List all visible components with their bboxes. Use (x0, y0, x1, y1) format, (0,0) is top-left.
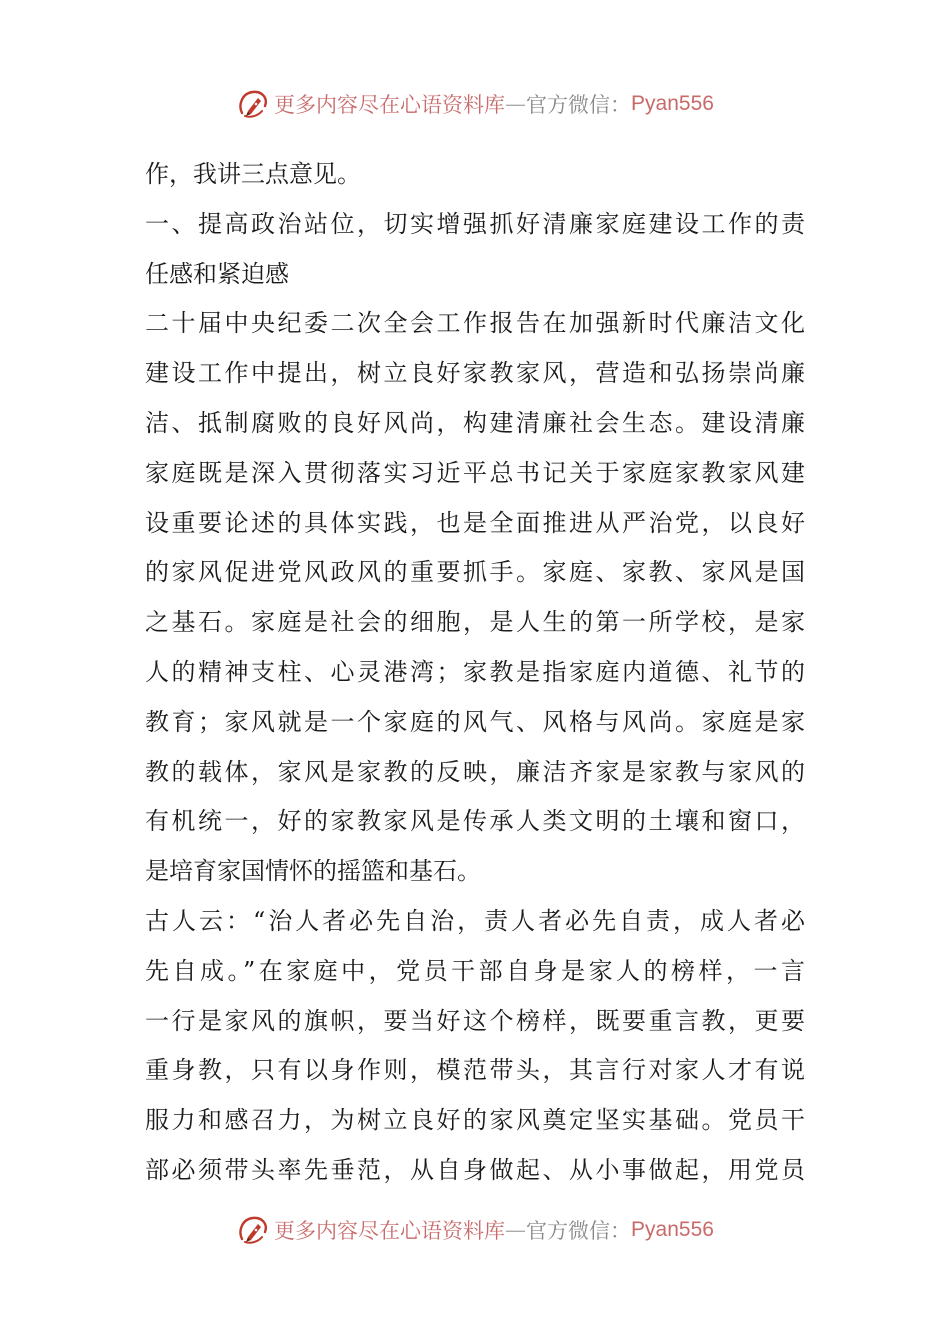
text-line: 作，我讲三点意见。 (145, 160, 361, 188)
header-wechat-id: Pyan556 (631, 92, 714, 115)
text-line: 设重要论述的具体实践，也是全面推进从严治党，以良好 (145, 508, 805, 537)
text-line: 的家风促进党风政风的重要抓手。家庭、家教、家风是国 (145, 558, 805, 587)
text-line: 重身教，只有以身作则，模范带头，其言行对家人才有说 (145, 1056, 805, 1085)
body-text (145, 150, 805, 1196)
text-line: 一、提高政治站位，切实增强抓好清廉家庭建设工作的责 (145, 209, 805, 238)
text-line: 服力和感召力，为树立良好的家风奠定坚实基础。党员干 (145, 1106, 805, 1135)
pen-nib-swirl-icon (236, 87, 270, 121)
text-line: 是培育家国情怀的摇篮和基石。 (145, 857, 481, 886)
text-line: 建设工作中提出，树立良好家教家风，营造和弘扬崇尚廉 (145, 359, 805, 388)
text-line: 人的精神支柱、心灵港湾；家教是指家庭内道德、礼节的 (145, 657, 805, 686)
footer-wechat-id: Pyan556 (631, 1218, 714, 1241)
footer-watermark-banner (0, 1208, 950, 1252)
text-line: 之基石。家庭是社会的细胞，是人生的第一所学校，是家 (145, 608, 805, 637)
text-line: 家庭既是深入贯彻落实习近平总书记关于家庭家教家风建 (145, 458, 805, 487)
text-line: 洁、抵制腐败的良好风尚，构建清廉社会生态。建设清廉 (145, 408, 805, 437)
pen-nib-swirl-icon (236, 1213, 270, 1247)
text-line: 二十届中央纪委二次全会工作报告在加强新时代廉洁文化 (145, 309, 805, 338)
footer-site-name: 更多内容尽在心语资料库 (274, 1219, 506, 1243)
text-line: 部必须带头率先垂范，从自身做起、从小事做起，用党员 (145, 1155, 805, 1184)
text-line: 教育；家风就是一个家庭的风气、风格与风尚。家庭是家 (145, 707, 805, 736)
footer-official-label: 官方微信： (526, 1219, 632, 1243)
header-watermark-banner (0, 82, 950, 126)
text-line: 一行是家风的旗帜，要当好这个榜样，既要重言教，更要 (145, 1006, 805, 1035)
header-official-label: 官方微信： (526, 93, 632, 117)
footer-dash: — (505, 1218, 527, 1242)
header-site-name: 更多内容尽在心语资料库 (274, 93, 506, 117)
text-line: 先自成。”在家庭中，党员干部自身是家人的榜样，一言 (145, 956, 805, 985)
text-line: 教的载体，家风是家教的反映，廉洁齐家是家教与家风的 (145, 757, 805, 786)
text-line: 古人云：“治人者必先自治，责人者必先自责，成人者必 (145, 906, 805, 935)
text-line: 有机统一，好的家教家风是传承人类文明的土壤和窗口， (145, 807, 805, 836)
header-dash: — (505, 92, 527, 116)
text-line: 任感和紧迫感 (145, 259, 289, 288)
